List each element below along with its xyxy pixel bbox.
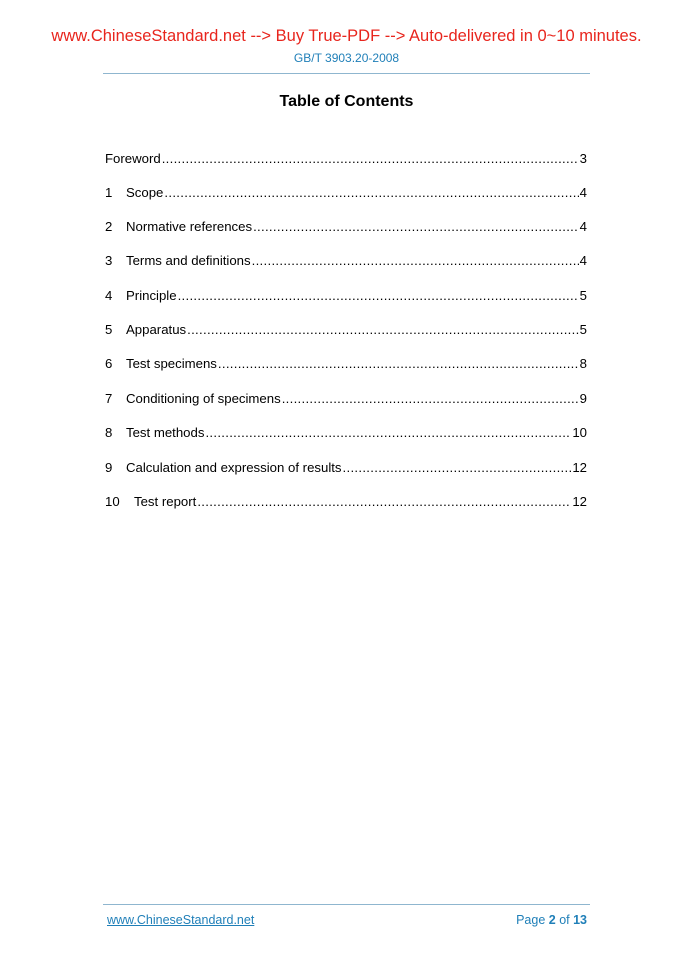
toc-entry-test-methods[interactable] (105, 424, 587, 442)
toc-entry-calculation-and-expression[interactable] (105, 459, 587, 477)
toc-leader-dots (162, 150, 579, 168)
toc-entry-label: Test specimens (126, 356, 217, 371)
toc-entry-terms-and-definitions[interactable] (105, 252, 587, 270)
toc-entry-page: 4 (579, 219, 587, 234)
toc-entry-conditioning-of-specimens[interactable] (105, 390, 587, 408)
toc-entry-number: 1 (105, 185, 113, 200)
toc-entry-page: 12 (572, 494, 587, 509)
toc-entry-number: 3 (105, 253, 113, 268)
toc-leader-dots (252, 252, 579, 270)
footer-divider (103, 904, 590, 905)
toc-entry-page: 8 (579, 356, 587, 371)
toc-leader-dots (253, 218, 579, 236)
toc-entry-page: 3 (579, 151, 587, 166)
page-indicator (516, 913, 587, 927)
current-page-number: 2 (548, 913, 556, 927)
toc-entry-foreword[interactable] (105, 150, 587, 168)
toc-entry-label: Normative references (126, 219, 253, 234)
toc-entry-number: 10 (105, 494, 120, 509)
toc-entry-number: 9 (105, 460, 113, 475)
toc-leader-dots (197, 493, 571, 511)
standard-code: GB/T 3903.20-2008 (293, 51, 400, 65)
toc-entry-page: 9 (579, 391, 587, 406)
toc-entry-label: Terms and definitions (126, 253, 251, 268)
toc-leader-dots (343, 459, 572, 477)
toc-leader-dots (218, 355, 579, 373)
total-page-count: 13 (573, 913, 587, 927)
toc-entry-test-specimens[interactable] (105, 355, 587, 373)
toc-entry-label: Apparatus (126, 322, 187, 337)
toc-entry-page: 4 (579, 253, 587, 268)
toc-entry-label: Conditioning of specimens (126, 391, 281, 406)
toc-entry-principle[interactable] (105, 287, 587, 305)
toc-entry-test-report[interactable] (105, 493, 587, 511)
toc-entry-page: 5 (579, 322, 587, 337)
toc-entry-page: 10 (572, 425, 587, 440)
page-of: of (555, 913, 574, 927)
toc-leader-dots (205, 424, 571, 442)
page-prefix: Page (516, 913, 549, 927)
toc-entry-label: Principle (126, 288, 177, 303)
toc-entry-number: 2 (105, 219, 113, 234)
toc-entry-number: 8 (105, 425, 113, 440)
toc-entry-scope[interactable] (105, 184, 587, 202)
toc-entry-label: Foreword (105, 151, 161, 166)
toc-entry-page: 5 (579, 288, 587, 303)
toc-entry-number: 5 (105, 322, 113, 337)
toc-entry-number: 7 (105, 391, 113, 406)
toc-entry-label: Test report (134, 494, 197, 509)
toc-leader-dots (282, 390, 579, 408)
footer-website-link[interactable]: www.ChineseStandard.net (107, 913, 255, 927)
toc-entry-normative-references[interactable] (105, 218, 587, 236)
toc-entry-number: 4 (105, 288, 113, 303)
toc-entry-apparatus[interactable] (105, 321, 587, 339)
header-divider (103, 73, 590, 74)
toc-entry-label: Test methods (126, 425, 205, 440)
toc-leader-dots (178, 287, 579, 305)
toc-title: Table of Contents (279, 93, 414, 110)
toc-entry-number: 6 (105, 356, 113, 371)
toc-entry-page: 12 (572, 460, 587, 475)
promo-banner[interactable]: www.ChineseStandard.net --> Buy True-PDF --> Auto-delivered in 0~10 minutes. (51, 27, 642, 45)
toc-leader-dots (187, 321, 579, 339)
toc-leader-dots (164, 184, 578, 202)
toc-entry-label: Calculation and expression of results (126, 460, 342, 475)
toc-entry-label: Scope (126, 185, 164, 200)
toc-entry-page: 4 (579, 185, 587, 200)
